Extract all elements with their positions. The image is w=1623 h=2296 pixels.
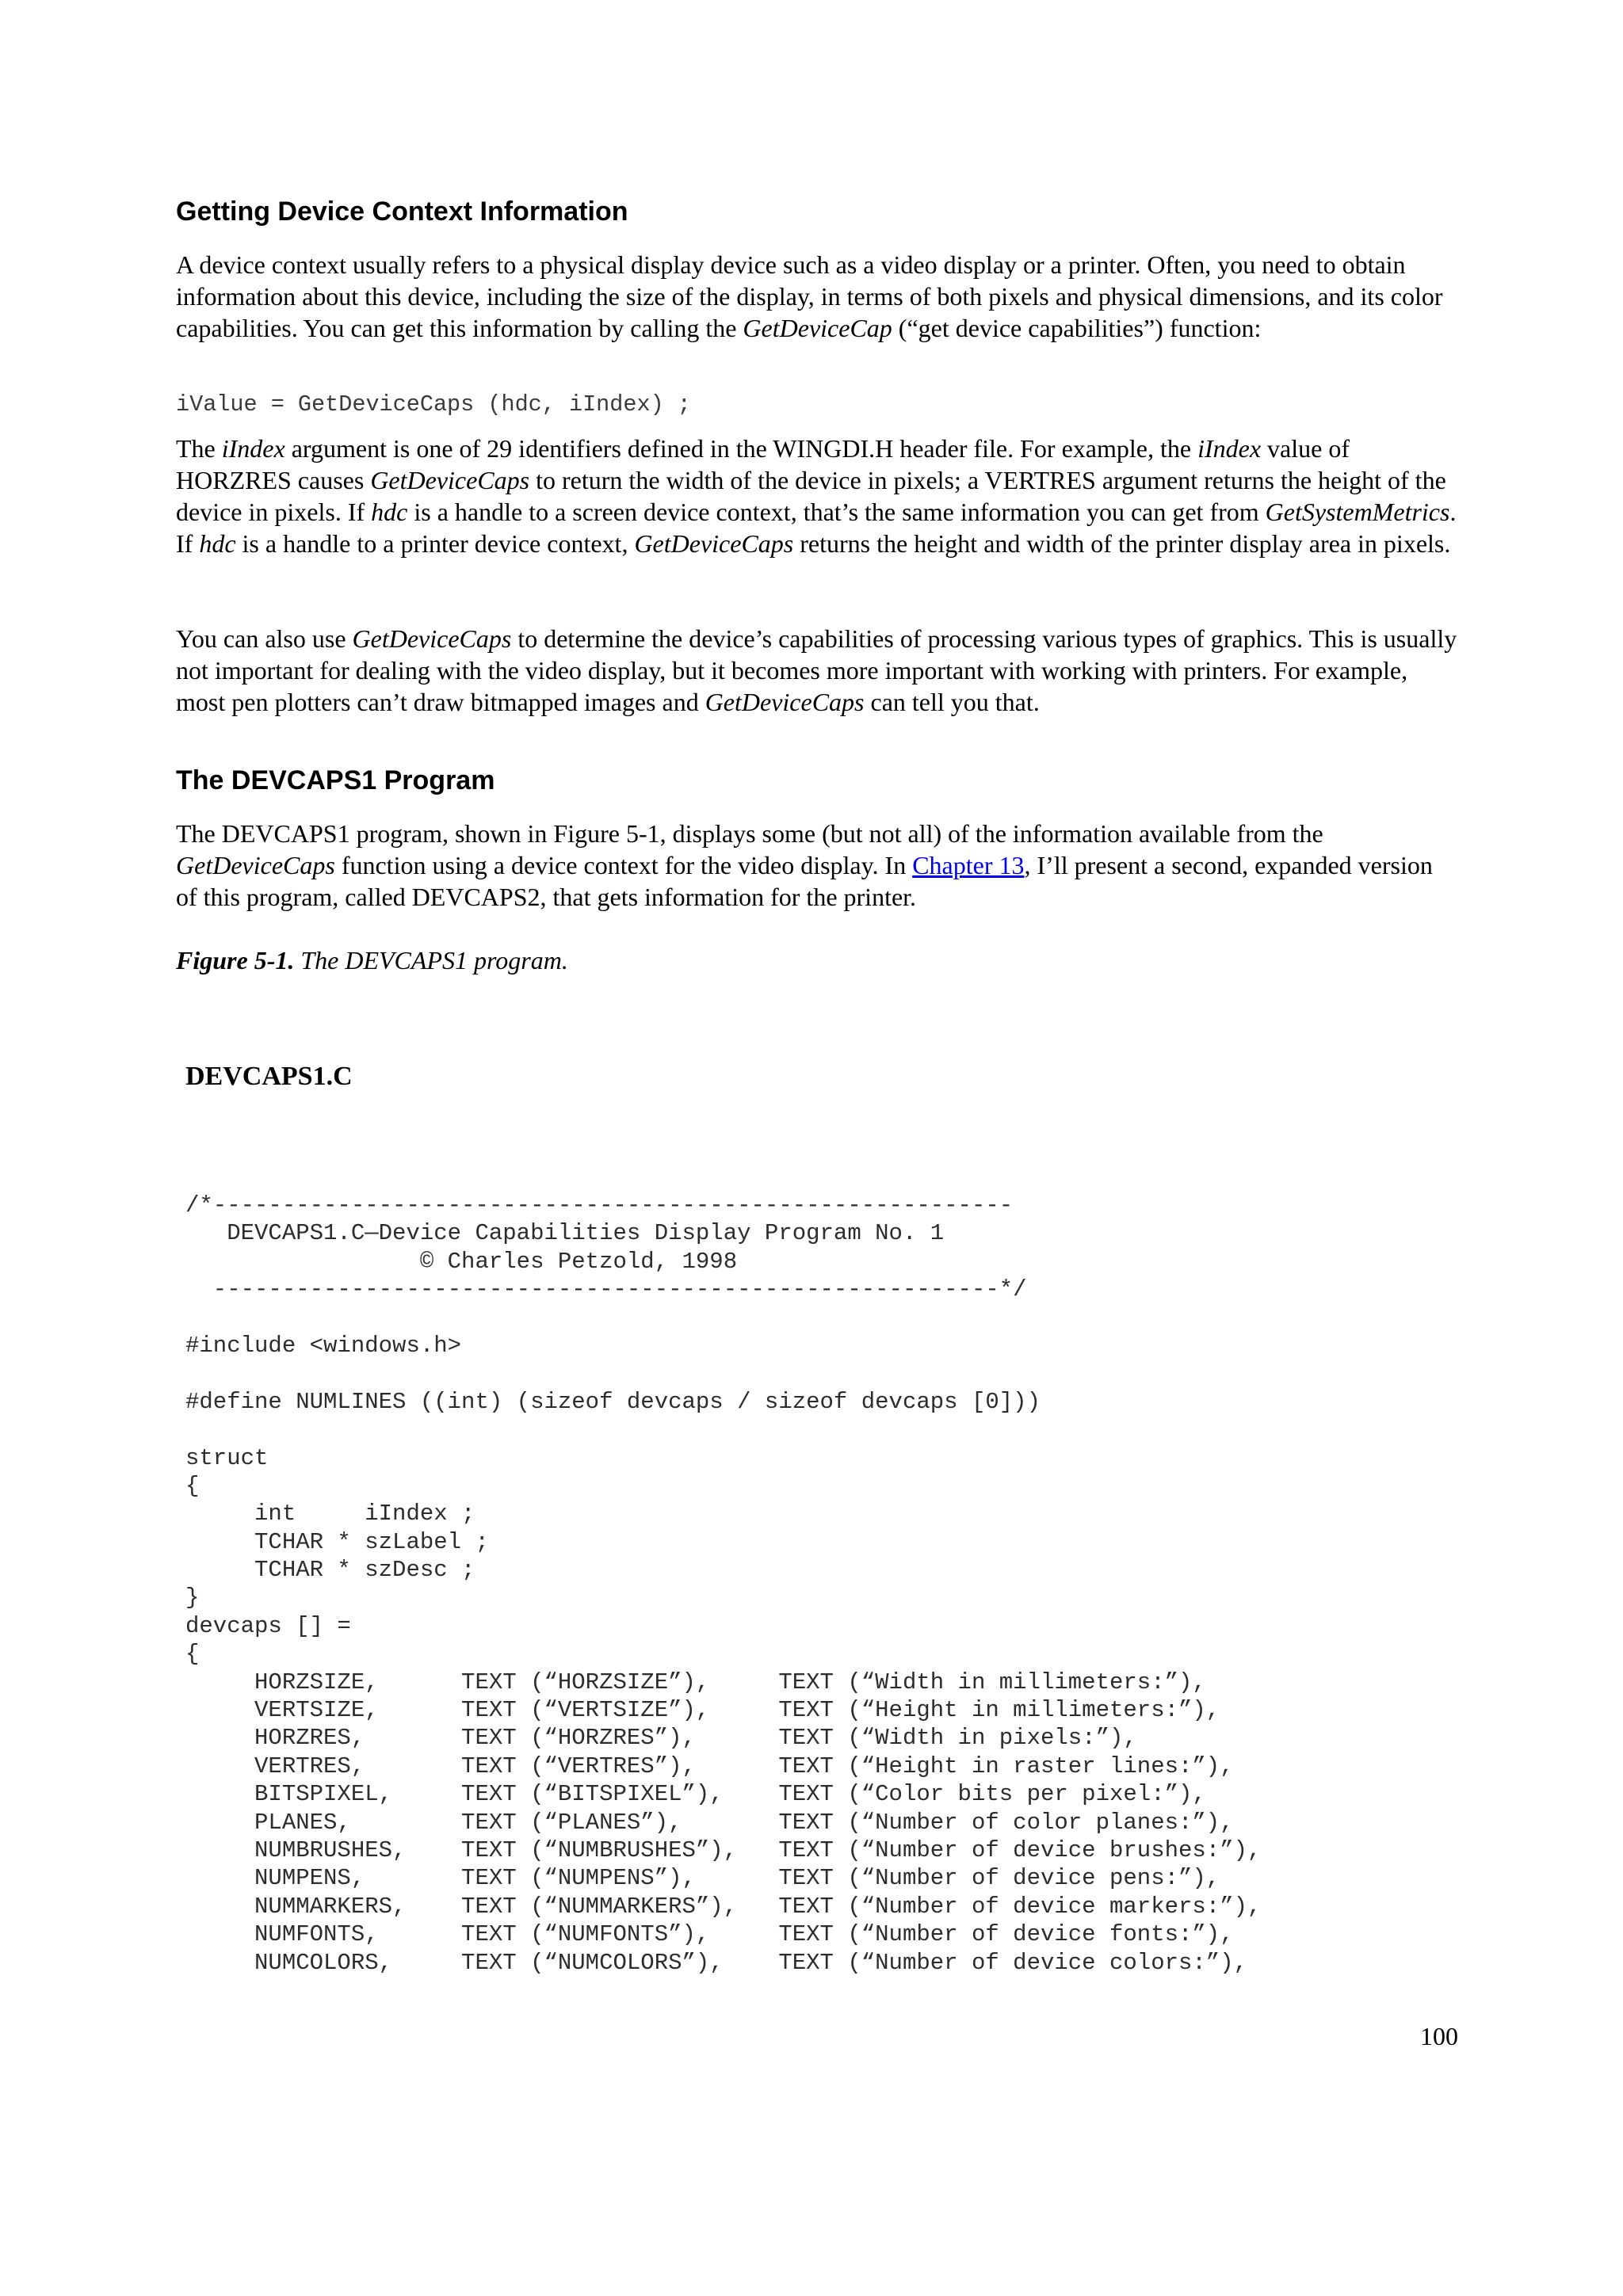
code-line (185, 1360, 1261, 1387)
text-run: is a handle to a printer device context, (235, 529, 635, 558)
italic-run: hdc (371, 498, 408, 526)
text-run: (“get device capabilities”) function: (892, 314, 1262, 342)
paragraph-iindex-argument (176, 433, 1460, 559)
code-line: struct (185, 1444, 269, 1471)
code-line: NUMBRUSHES, TEXT (“NUMBRUSHES”), TEXT (“Number of device brushes:”), (185, 1836, 1262, 1863)
code-line: BITSPIXEL, TEXT (“BITSPIXEL”), TEXT (“Color bits per pixel:”), (185, 1781, 1206, 1808)
code-line: NUMMARKERS, TEXT (“NUMMARKERS”), TEXT (“Number of device markers:”), (185, 1893, 1262, 1920)
code-line: TCHAR * szLabel ; (185, 1528, 489, 1555)
italic-run: hdc (199, 529, 236, 558)
italic-run: GetDeviceCaps (705, 688, 865, 716)
italic-run: iIndex (1197, 434, 1262, 463)
text-run: is a handle to a screen device context, that’s the same information you can get from (407, 498, 1266, 526)
italic-run: GetDeviceCaps (634, 529, 794, 558)
italic-run: GetDeviceCaps (352, 624, 512, 653)
text-run: The (176, 434, 222, 463)
paragraph-graphics-capabilities (176, 623, 1460, 718)
code-line: PLANES, TEXT (“PLANES”), TEXT (“Number of color planes:”), (185, 1809, 1234, 1836)
code-line: devcaps [] = (185, 1612, 351, 1639)
section-heading-device-context: Getting Device Context Information (176, 196, 628, 227)
code-line: ---------------------------------------------------------*/ (185, 1276, 1027, 1303)
code-line (185, 1304, 1261, 1332)
code-line: NUMFONTS, TEXT (“NUMFONTS”), TEXT (“Number of device fonts:”), (185, 1921, 1234, 1948)
code-line: VERTRES, TEXT (“VERTRES”), TEXT (“Height in raster lines:”), (185, 1753, 1234, 1779)
code-line: HORZRES, TEXT (“HORZRES”), TEXT (“Width in pixels:”), (185, 1725, 1137, 1752)
text-run: to determine the device’s capabilities of processing various types of graphics. This is usually not important for dealing with the video display, but it becomes more important with working with printers. For example, most pen plotters can’t draw bitmapped images and (176, 624, 1457, 716)
code-snippet-getdevicecaps: iValue = GetDeviceCaps (hdc, iIndex) ; (176, 391, 691, 418)
code-line (185, 1416, 1261, 1444)
code-line: int iIndex ; (185, 1501, 475, 1527)
paragraph-devcaps1-intro (176, 818, 1460, 913)
italic-run: GetSystemMetrics (1265, 498, 1450, 526)
code-line: #include <windows.h> (185, 1332, 462, 1359)
code-line: HORZSIZE, TEXT (“HORZSIZE”), TEXT (“Width in millimeters:”), (185, 1669, 1206, 1695)
code-line: /*---------------------------------------------------------- (185, 1192, 1014, 1219)
text-run: argument is one of 29 identifiers defined in the WINGDI.H header file. For example, the (285, 434, 1198, 463)
text-run: can tell you that. (864, 688, 1040, 716)
code-line: © Charles Petzold, 1998 (185, 1248, 738, 1275)
italic-run: GetDeviceCaps (176, 851, 335, 879)
italic-run: GetDeviceCaps (370, 466, 530, 494)
text-run: to return the width of the device in pixels; a VERTRES argument returns the height of the device in pixels. If (176, 466, 1446, 526)
text-run: A device context usually refers to a physical display device such as a video display or a printer. Often, you need to obtain information about this device, including the size of the display, in terms of both pixels and physical dimensions, and its color capabilities. You can get this information by calling the (176, 250, 1443, 342)
italic-run: iIndex (221, 434, 285, 463)
code-line: } (185, 1585, 200, 1611)
code-listing (185, 1192, 1261, 1977)
text-run: The DEVCAPS1 program, shown in Figure 5-1, displays some (but not all) of the information available from the (176, 819, 1323, 848)
code-line: NUMPENS, TEXT (“NUMPENS”), TEXT (“Number of device pens:”), (185, 1865, 1220, 1892)
code-line: { (185, 1641, 200, 1668)
figure-label: Figure 5-1. (176, 946, 295, 974)
listing-title: DEVCAPS1.C (185, 1062, 353, 1091)
italic-run: GetDeviceCap (743, 314, 892, 342)
code-line: NUMCOLORS, TEXT (“NUMCOLORS”), TEXT (“Number of device colors:”), (185, 1949, 1248, 1976)
text-run: returns the height and width of the printer display area in pixels. (793, 529, 1451, 558)
code-line: { (185, 1472, 200, 1499)
chapter-13-link[interactable]: Chapter 13 (912, 851, 1025, 879)
page-number: 100 (1420, 2022, 1458, 2050)
code-line: TCHAR * szDesc ; (185, 1557, 475, 1584)
text-run: . If (176, 498, 1457, 558)
text-run: function using a device context for the video display. In (334, 851, 913, 879)
text-run: You can also use (176, 624, 353, 653)
figure-caption-text: The DEVCAPS1 program. (294, 946, 568, 974)
text-run: , I’ll present a second, expanded version of this program, called DEVCAPS2, that gets information for the printer. (176, 851, 1433, 911)
section-heading-devcaps1-program: The DEVCAPS1 Program (176, 765, 495, 795)
code-line: VERTSIZE, TEXT (“VERTSIZE”), TEXT (“Height in millimeters:”), (185, 1697, 1220, 1724)
paragraph-device-context-intro (176, 249, 1460, 344)
code-line: DEVCAPS1.C—Device Capabilities Display Program No. 1 (185, 1220, 945, 1247)
text-run: value of HORZRES causes (176, 434, 1350, 494)
code-line: #define NUMLINES ((int) (sizeof devcaps / sizeof devcaps [0])) (185, 1388, 1041, 1415)
figure-caption (176, 944, 568, 976)
